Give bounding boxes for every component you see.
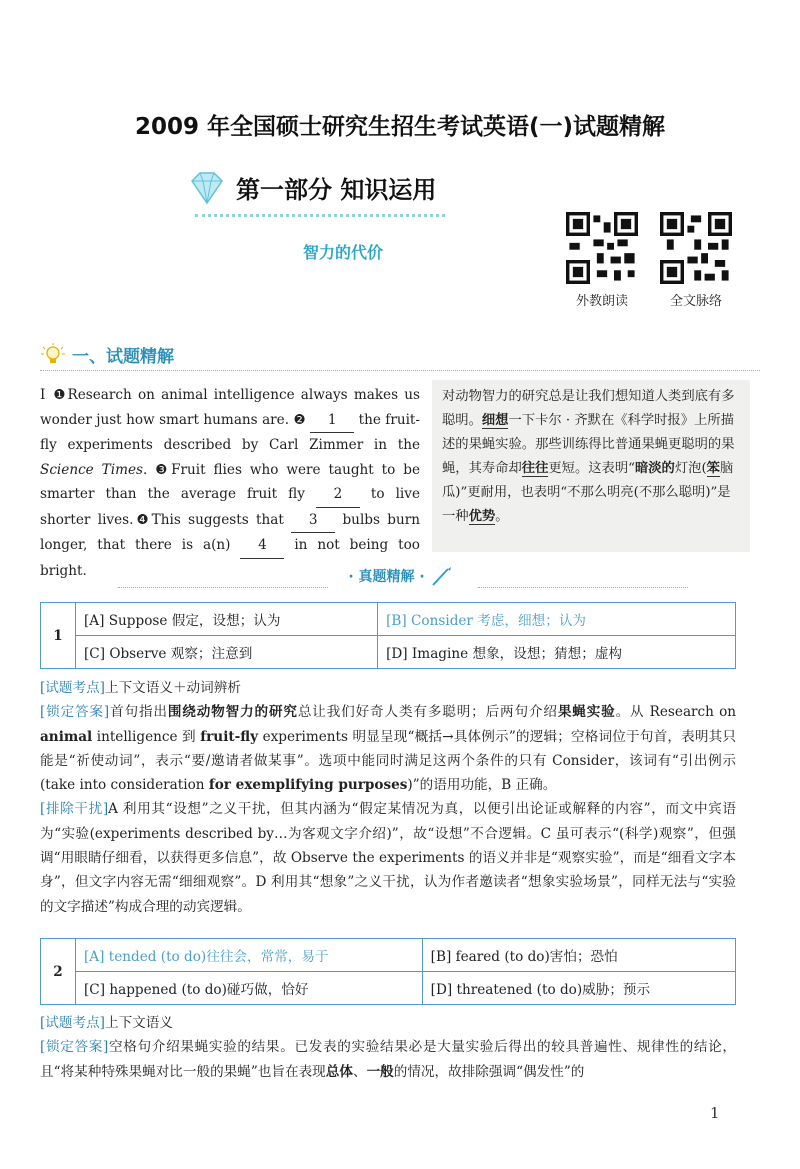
part-title: 第一部分 知识运用: [236, 176, 437, 204]
bold-text: for exemplifying purposes: [208, 777, 408, 794]
section-title: 一、试题精解: [72, 347, 174, 367]
blank-3[interactable]: 3: [291, 508, 335, 534]
paragraph-marker: Ⅰ: [40, 387, 48, 403]
tag-label: [锁定答案]: [40, 1039, 109, 1056]
blank-1[interactable]: 1: [310, 408, 354, 434]
tag-label: [试题考点]: [40, 1015, 105, 1031]
translation-text: 对动物智力的研究总是让我们想知道人类到底有多聪明。: [442, 389, 735, 428]
question-number: 2: [41, 939, 76, 1005]
qr-label: 外教朗读: [575, 294, 628, 309]
analysis-tag-text: · 真题精解 ·: [348, 569, 425, 585]
text: A 利用其“设想”之义干扰，但其内涵为“假定某情况为真，以便引出论证或解释的内容”，而文中宾语为“实验(experiments described by…为客观文字介绍)”，故“设想”不合逻辑。C 虽可表示“(科学)观察”，但强调“用眼睛仔细看，以获得更多信息”，故 Observe the experiments 的语义并非是“观察实验”，而是“细看文字本身”，但文字内容无需“细细观察”。D 利用其“想象”之义干扰，认为作者邀读者“想象实验场景”，同样无法与“实验的文字描述”构成合理的动宾逻辑。: [40, 801, 736, 915]
key-word: 往往: [521, 461, 549, 476]
part-subtitle: 智力的代价: [302, 243, 383, 262]
option-c[interactable]: [C] Observe 观察；注意到: [76, 636, 378, 669]
q1-analysis: [40, 676, 736, 919]
translation-text: 脑瓜)”更耐用，也表明“不那么明亮(不那么聪明)”是一种: [442, 461, 734, 524]
test-point-text: 上下文语义: [104, 1015, 173, 1031]
text: intelligence 到: [96, 728, 196, 745]
key-word: 暗淡的: [634, 461, 675, 476]
translation-text: 一下卡尔 · 齐默在《科学时报》上所描述的果蝇实验。那些训练得比普通果蝇更聪明的果蝇，其寿命却: [442, 413, 735, 476]
text: 。从 Research on: [615, 704, 737, 721]
text: 总让我们好奇人类有多聪明；后两句介绍: [297, 704, 558, 721]
options-table-1: [40, 602, 736, 669]
passage: [40, 383, 420, 583]
tag-label: [排除干扰]: [40, 801, 109, 818]
option-b[interactable]: [B] feared (to do)害怕；恐怕: [422, 939, 735, 972]
tag-label: [锁定答案]: [40, 704, 110, 721]
qr-code-icon[interactable]: [566, 212, 638, 284]
options-table-2: [40, 938, 736, 1005]
answer-explanation: [40, 1035, 736, 1084]
key-word: 细想: [481, 413, 509, 428]
sentence: in not being too bright.: [40, 537, 420, 579]
blank-4[interactable]: 4: [240, 533, 284, 559]
sentence: to live shorter lives.: [40, 486, 420, 528]
q2-analysis: [40, 1011, 736, 1084]
option-b[interactable]: [B] Consider 考虑，细想；认为: [378, 603, 736, 636]
translation-box: [432, 380, 750, 552]
text: experiments 明显呈现“概括→具体例示”的逻辑；空格词位于句首，表明其只能是“祈使动词”，表示“要/邀请者做某事”。选项中能同时满足这两个条件的只有 Consider，该词有“引出例示(take into consideration: [40, 728, 736, 794]
bold-text: 围绕动物智力的研究: [167, 704, 298, 721]
punctuation: .: [143, 461, 148, 478]
translation-text: 灯泡(: [674, 461, 707, 476]
key-word: 笨: [706, 461, 720, 476]
qr-label: 全文脉络: [669, 294, 722, 309]
sentence: Fruit flies who were taught to be smarter than the average fruit fly: [40, 461, 420, 502]
distractor-explanation: [40, 797, 736, 918]
text: 的情况，故排除强调“偶发性”的: [393, 1063, 585, 1080]
divider-right: [478, 587, 688, 588]
bold-text: 果蝇实验: [557, 704, 616, 721]
qr-code-icon[interactable]: [660, 212, 732, 284]
section-heading: [40, 342, 174, 367]
option-d[interactable]: [D] threatened (to do)威胁；预示: [422, 972, 735, 1005]
sentence-number: ❷: [293, 411, 306, 428]
pen-icon: [430, 566, 452, 588]
italic-title: Science Times: [40, 461, 143, 478]
option-d[interactable]: [D] Imagine 想象，设想；猜想；虚构: [378, 636, 736, 669]
sentence-number: ❸: [155, 461, 172, 478]
lightbulb-icon: [40, 343, 66, 367]
bold-text: 一般: [366, 1063, 394, 1080]
sentence: This suggests that: [151, 511, 284, 528]
sentence: bulbs burn longer, that there is a(n): [40, 511, 420, 553]
bold-text: fruit-fly: [200, 728, 259, 745]
text: 首句指出: [109, 704, 168, 721]
option-a[interactable]: [A] tended (to do)往往会，常常，易于: [76, 939, 423, 972]
answer-explanation: [40, 700, 736, 797]
sentence: Research on animal intelligence always makes us wonder just how smart humans are.: [40, 387, 420, 428]
part-heading: [188, 170, 436, 205]
translation-text: 更短。这表明“: [548, 461, 635, 476]
blank-2[interactable]: 2: [316, 482, 360, 508]
key-word: 优势: [468, 509, 496, 524]
test-point-text: 上下文语义＋动词辨析: [104, 680, 241, 696]
test-point: [40, 1011, 736, 1035]
translation-text: 。: [495, 509, 509, 524]
sentence-number: ❶: [53, 387, 68, 403]
option-c[interactable]: [C] happened (to do)碰巧做，恰好: [76, 972, 423, 1005]
page-number: 1: [710, 1104, 720, 1122]
part-divider: [195, 214, 445, 217]
text: )”的语用功能，B 正确。: [407, 777, 557, 794]
analysis-tag: [0, 566, 800, 588]
diamond-icon: [188, 171, 226, 205]
page-title: 2009 年全国硕士研究生招生考试英语(一)试题精解: [134, 114, 666, 140]
section-divider: [40, 370, 760, 371]
tag-label: [试题考点]: [40, 680, 105, 696]
text: 、: [352, 1063, 367, 1080]
bold-text: 总体: [325, 1063, 353, 1080]
sentence: the fruit-fly experiments described by Carl Zimmer in the: [40, 411, 420, 453]
option-a[interactable]: [A] Suppose 假定，设想；认为: [76, 603, 378, 636]
sentence-number: ❹: [133, 511, 152, 528]
text: 空格句介绍果蝇实验的结果。已发表的实验结果必是大量实验后得出的较具普遍性、规律性的结论，且“将某种特殊果蝇对比一般的果蝇”也旨在表现: [40, 1039, 736, 1080]
test-point: [40, 676, 736, 700]
bold-text: animal: [40, 728, 93, 745]
question-number: 1: [41, 603, 76, 669]
